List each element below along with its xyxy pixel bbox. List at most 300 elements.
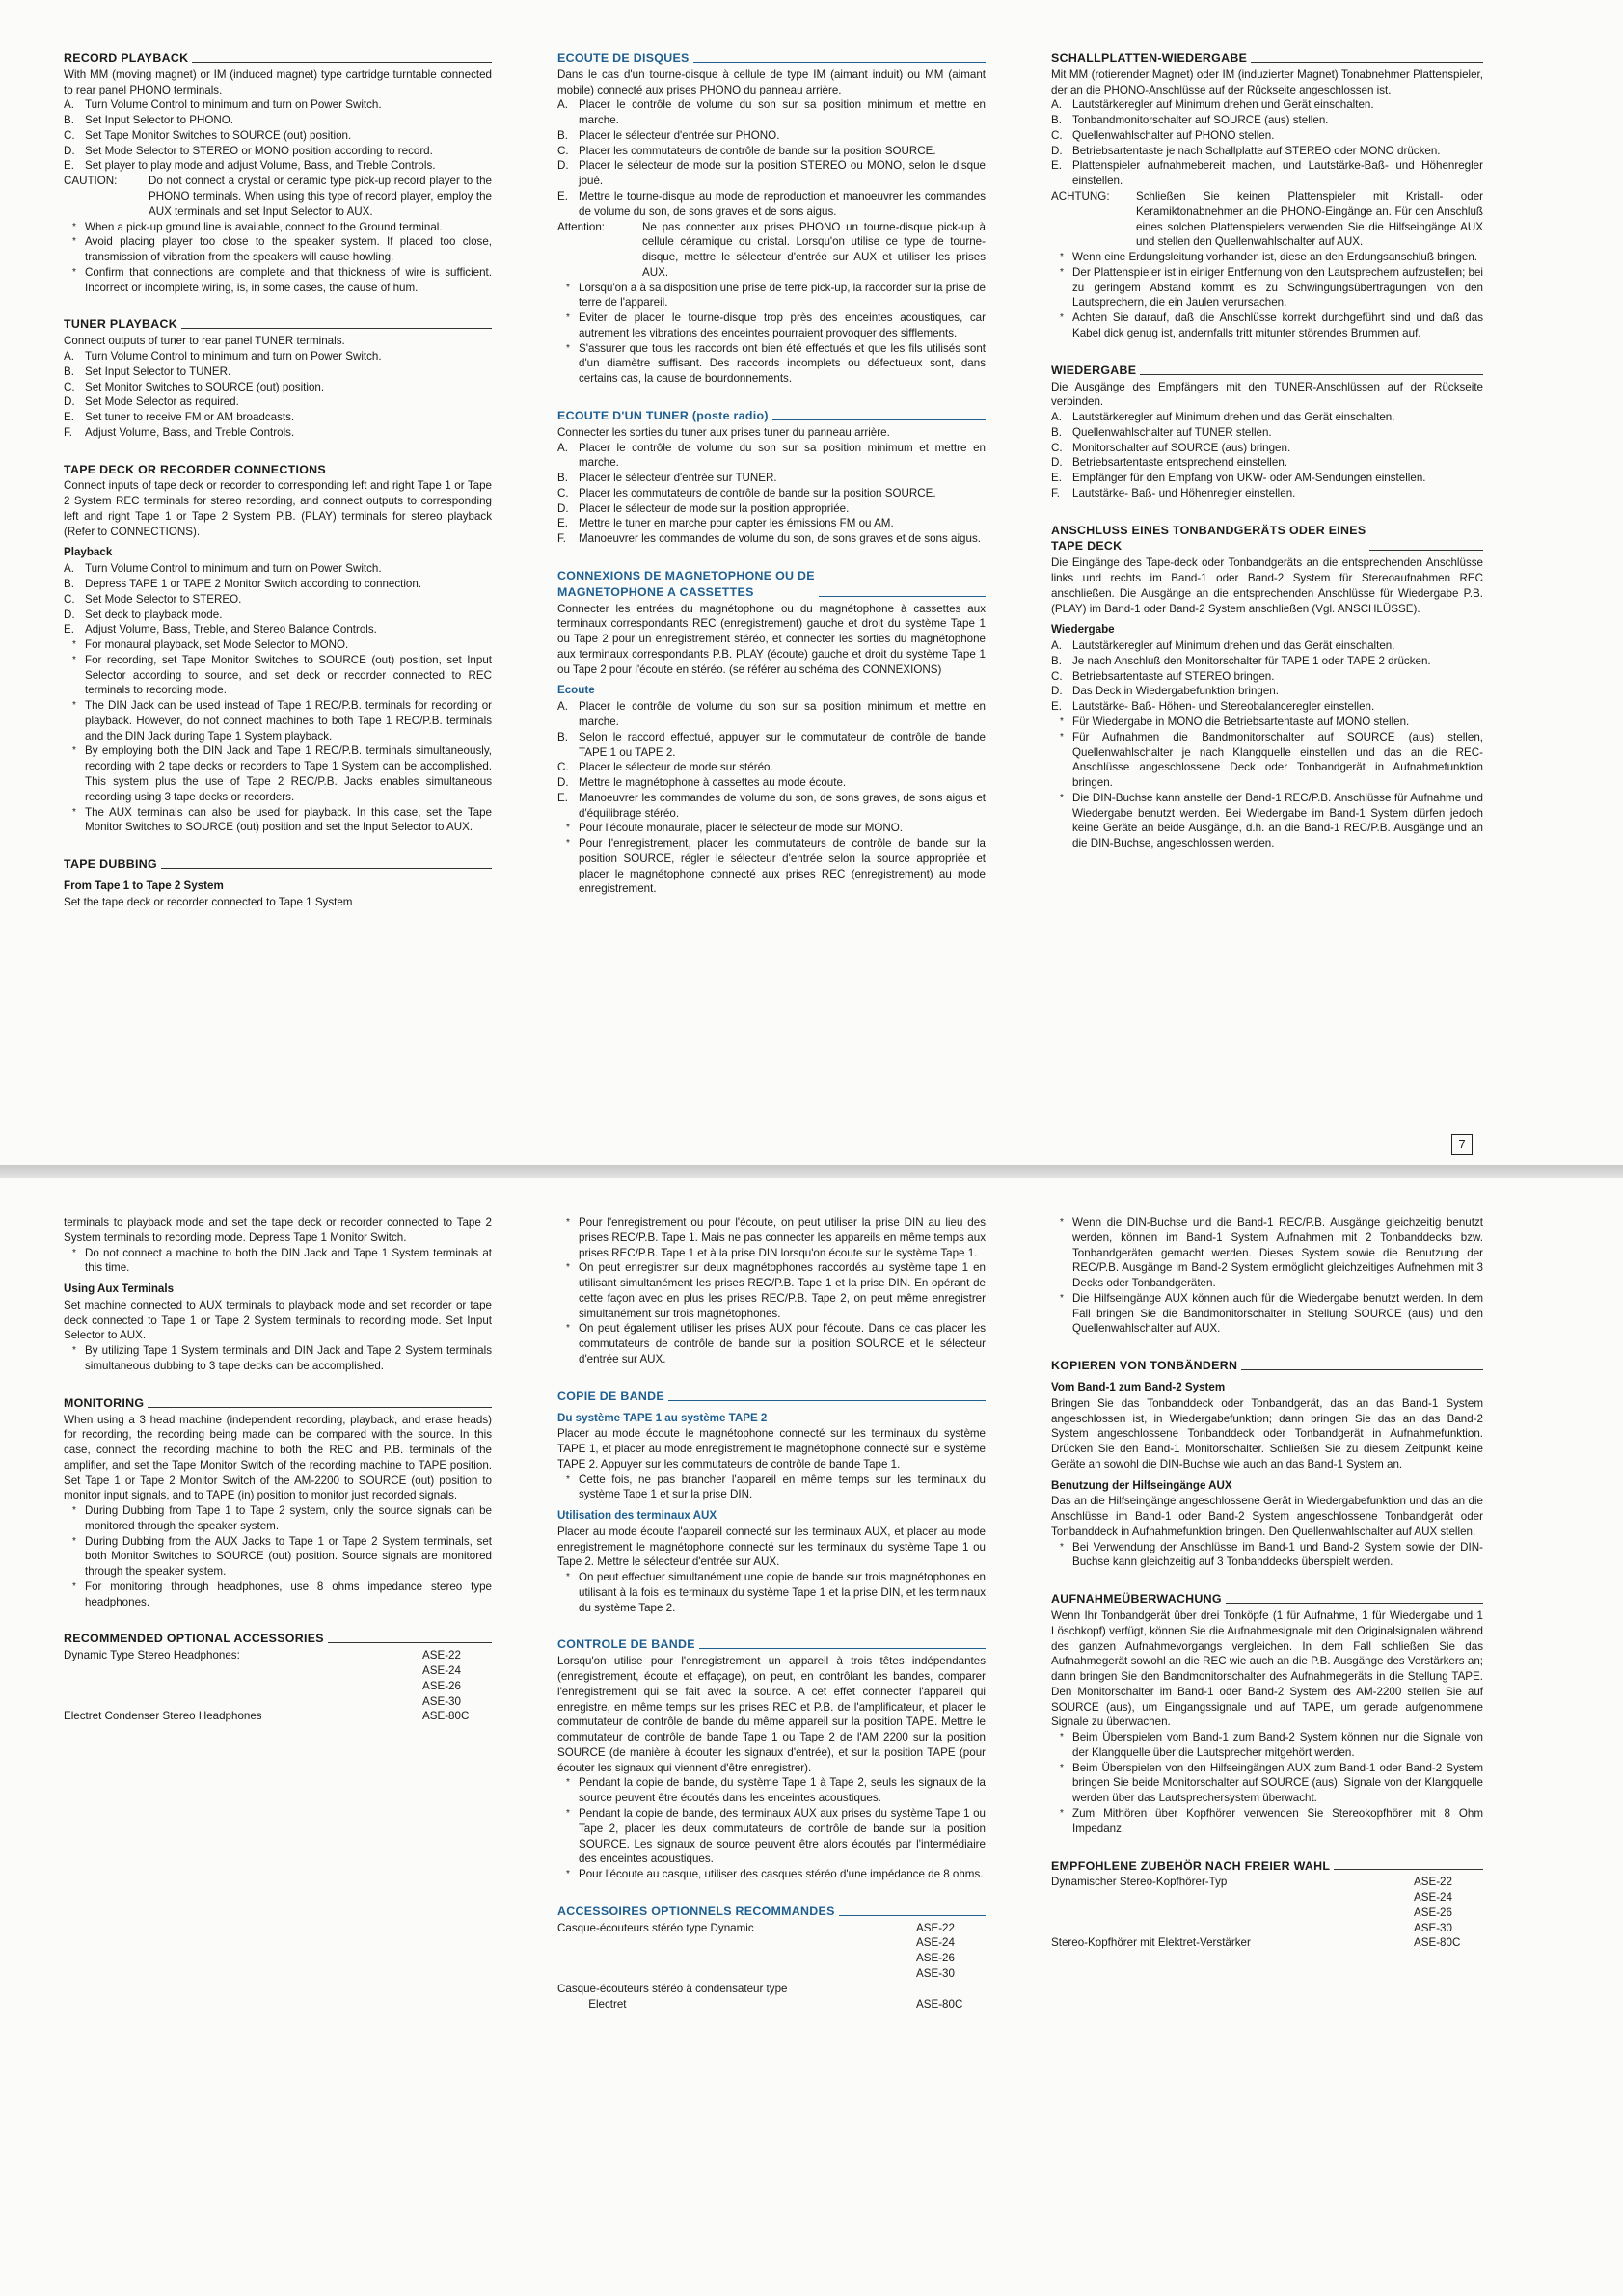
paragraph: Connect outputs of tuner to rear panel TUNER terminals. (64, 335, 345, 348)
note-item (1051, 1291, 1483, 1337)
section-title: WIEDERGABE (1051, 363, 1137, 377)
note-text: Pour l'écoute au casque, utiliser des casques stéréo d'une impédance de 8 ohms. (579, 1868, 984, 1881)
subheading: Using Aux Terminals (64, 1283, 175, 1296)
step-text: Lautstärkeregler auf Minimum drehen und das Gerät einschalten. (1072, 639, 1395, 653)
subheading: Wiedergabe (1051, 623, 1115, 636)
bullet-mark: * (1060, 1762, 1064, 1773)
paragraph: Das an die Hilfseingänge angeschlossene Gerät in Wiedergabefunktion und das an die Anschlüsse im Band-1 oder Band-2 System angeschlossene Tonbandgerät oder Tonbanddeck in Aufnahmefunktion bringen. Den Quellenwahlschalter auf AUX stellen. (1051, 1495, 1483, 1538)
accessory-row (64, 1648, 492, 1709)
heading-rule (181, 328, 492, 329)
step-text: Placer le sélecteur de mode sur stéréo. (579, 761, 773, 774)
step-text: Set Mode Selector as required. (85, 395, 239, 409)
section (557, 1636, 986, 1881)
step-item (64, 158, 492, 174)
step-letter: E. (1051, 472, 1062, 485)
note-item (1051, 791, 1483, 851)
step-text: Placer le sélecteur d'entrée sur TUNER. (579, 472, 777, 485)
step-item (1051, 669, 1483, 685)
note-text: During Dubbing from the AUX Jacks to Tape 1 or Tape 2 System terminals, set both Monitor Switches to SOURCE (out) position. Source signals are monitored through the speaker system. (85, 1534, 492, 1579)
step-text: Set Tape Monitor Switches to SOURCE (out) position. (85, 128, 352, 142)
step-text: Lautstärkeregler auf Minimum drehen und das Gerät einschalten. (1072, 411, 1395, 424)
step-item (1051, 441, 1483, 456)
step-text: Je nach Anschluß den Monitorschalter für TAPE 1 oder TAPE 2 drücken. (1072, 654, 1431, 667)
note-text: Wenn die DIN-Buchse und die Band-1 REC/P.B. Ausgänge gleichzeitig benutzt werden, können im Band-1 System Aufnahmen mit 2 Tonbanddecks bzw. Tonbandgeräten gemacht werden. Dieses System sowie die Benutzung der REC/P.B. Ausgänge im Band-2 System ermöglicht gleichzeitiges Aufnehmen mit 3 Decks oder Tonbandgeräten. (1072, 1216, 1483, 1290)
bullet-mark: * (72, 654, 76, 665)
note-item (1051, 1761, 1483, 1806)
page-divider (0, 1165, 1623, 1178)
step-letter: A. (557, 441, 568, 454)
step-item (557, 791, 986, 822)
step-letter: E. (64, 623, 74, 636)
step-text: Turn Volume Control to minimum and turn on Power Switch. (85, 349, 382, 363)
section-title: EMPFOHLENE ZUBEHÖR NACH FREIER WAHL (1051, 1858, 1331, 1873)
step-text: Betriebsartentaste je nach Schallplatte auf STEREO oder MONO drücken. (1072, 144, 1441, 157)
heading-rule (1140, 374, 1483, 375)
note-text: Pour l'enregistrement, placer les commutateurs de contrôle de bande sur la position SOURCE, régler le sélecteur d'entrée selon la source appropriée et placer le magnétophone connecté aux prises REC (enregistrement) au mode enregistrement. (579, 837, 986, 896)
note-text: Eviter de placer le tourne-disque trop près des enceintes acoustiques, car autrement les vibrations des enceintes pourraient provoquer des sifflements. (579, 311, 986, 339)
bullet-mark: * (1060, 1292, 1064, 1304)
heading-rule (1226, 1603, 1483, 1604)
section (557, 50, 986, 387)
paragraph: Die Eingänge des Tape-deck oder Tonbandgeräts an die entsprechenden Anschlüsse links und rechts im Band-1 oder Band-2 System für Stereoaufnahmen REC anschließen. Die Ausgänge an die entsprechenden Anschlüsse für Wiedergabe P.B. (PLAY) im Band-1 oder Band-2 System anschließen (Vgl. ANSCHLÜSSE). (1051, 556, 1483, 615)
subheading: Du système TAPE 1 au système TAPE 2 (557, 1411, 768, 1424)
step-letter: D. (1051, 456, 1063, 470)
heading-rule (772, 419, 986, 420)
bullet-mark: * (1060, 266, 1064, 278)
accessory-name: Casque-écouteurs stéréo type Dynamic (557, 1921, 754, 1934)
heading-rule (693, 62, 986, 63)
step-text: Lautstärke- Baß- Höhen- und Stereobalanceregler einstellen. (1072, 700, 1375, 714)
note-text: Lorsqu'on a à sa disposition une prise de terre pick-up, la raccorder sur la prise de terre de l'appareil. (579, 281, 986, 310)
section (64, 1395, 492, 1610)
section (64, 1215, 492, 1374)
step-letter: E. (557, 791, 568, 804)
section (64, 856, 492, 909)
section-title: RECOMMENDED OPTIONAL ACCESSORIES (64, 1632, 324, 1646)
step-item (1051, 455, 1483, 471)
note-text: Der Plattenspieler ist in einiger Entfernung von den Lautsprechern aufzustellen; bei zu geringem Abstand kommt es zu Schwingungsübertragungen von den Lautsprechern, die ein Jaulen verursachen. (1072, 265, 1483, 310)
step-letter: C. (64, 380, 75, 393)
note-item (1051, 250, 1483, 265)
step-letter: F. (1051, 486, 1061, 500)
step-item (557, 775, 986, 791)
step-text: Das Deck in Wiedergabefunktion bringen. (1072, 685, 1279, 698)
bullet-mark: * (1060, 716, 1064, 727)
bullet-mark: * (1060, 792, 1064, 803)
paragraph: Mit MM (rotierender Magnet) oder IM (induzierter Magnet) Tonabnehmer Plattenspieler, der an die PHONO-Anschlüsse auf der Rückseite angeschlossen ist. (1051, 68, 1483, 96)
section (1051, 363, 1483, 501)
step-item (557, 189, 986, 220)
step-item (557, 441, 986, 472)
step-letter: B. (557, 128, 568, 142)
note-item (557, 1260, 986, 1321)
step-item (1051, 699, 1483, 715)
bullet-mark: * (1060, 252, 1064, 263)
english-column-bottom (64, 1215, 492, 2285)
step-text: Set Mode Selector to STEREO. (85, 592, 242, 606)
note-item (557, 1215, 986, 1260)
note-text: On peut également utiliser les prises AUX pour l'écoute. Dans ce cas placer les commutateurs de contrôle de bande sur la position SOURCE et le sélecteur d'entrée sur AUX. (579, 1322, 986, 1365)
note-item (557, 311, 986, 341)
note-item (64, 1246, 492, 1277)
section-heading (1051, 1358, 1483, 1374)
accessory-models: ASE-22 ASE-24 ASE-26 ASE-30 (422, 1649, 461, 1708)
step-item (1051, 128, 1483, 144)
note-item (557, 1806, 986, 1867)
accessory-row (64, 1709, 492, 1724)
note-item (1051, 715, 1483, 730)
step-letter: D. (557, 776, 569, 790)
step-text: Mettre le tuner en marche pour capter les émissions FM ou AM. (579, 517, 894, 530)
section-heading (557, 1636, 986, 1653)
step-item (557, 486, 986, 501)
note-item (64, 1534, 492, 1580)
step-text: Monitorschalter auf SOURCE (aus) bringen. (1072, 441, 1291, 454)
caution-label: Attention: (557, 220, 605, 233)
step-letter: A. (64, 98, 74, 112)
section-heading (64, 316, 492, 333)
step-text: Depress TAPE 1 or TAPE 2 Monitor Switch according to connection. (85, 578, 422, 591)
accessory-name: Stereo-Kopfhörer mit Elektret-Verstärker (1051, 1936, 1251, 1950)
step-letter: B. (1051, 654, 1062, 667)
step-letter: E. (557, 517, 568, 530)
bullet-mark: * (1060, 1807, 1064, 1819)
note-text: Die Hilfseingänge AUX können auch für die Wiedergabe benutzt werden. In dem Fall bringen Sie die Bandmonitorschalter in Stellung SOURCE (aus) und den Quellenwahlschalter auf AUX. (1072, 1291, 1483, 1336)
step-letter: A. (1051, 411, 1062, 424)
bullet-mark: * (1060, 312, 1064, 324)
step-text: Placer le sélecteur de mode sur la position STEREO ou MONO, selon le disque joué. (579, 159, 986, 188)
step-text: Set Mode Selector to STEREO or MONO position according to record. (85, 144, 433, 157)
step-letter: D. (557, 501, 569, 515)
caution-label: CAUTION: (64, 175, 118, 188)
note-text: Pour l'enregistrement ou pour l'écoute, on peut utiliser la prise DIN au lieu des prises REC/P.B. Tape 1. Mais ne pas connecter les appareils en même temps aux prises REC/P.B. Tape 1 et à la prise DIN lorsqu'on écoute sur le système Tape 1. (579, 1216, 986, 1259)
accessory-models: ASE-80C (422, 1710, 470, 1723)
note-text: The DIN Jack can be used instead of Tape 1 REC/P.B. terminals for recording or playback. However, do not connect machines to both Tape 1 REC/P.B. terminals and the DIN Jack during Tape 1 System playback. (85, 699, 492, 743)
step-text: Lautstärkeregler auf Minimum drehen und Gerät einschalten. (1072, 98, 1374, 112)
bullet-mark: * (1060, 1541, 1064, 1553)
step-item (64, 622, 492, 637)
step-item (557, 760, 986, 775)
step-item (64, 577, 492, 592)
note-text: Für Aufnahmen die Bandmonitorschalter auf SOURCE (aus) stellen, Quellenwahlschalter je nach Klangquelle einstellen und das an die REC-Anschlüsse angeschlossene Deck oder Tonbandgerät in Aufnahmefunktion bringen. (1072, 730, 1483, 790)
bullet-mark: * (566, 1807, 570, 1819)
heading-rule (148, 1407, 492, 1408)
subheading: Vom Band-1 zum Band-2 System (1051, 1380, 1226, 1393)
heading-rule (1241, 1369, 1483, 1370)
step-text: Empfänger für den Empfang von UKW- oder AM-Sendungen einstellen. (1072, 472, 1426, 485)
note-item (1051, 1215, 1483, 1291)
heading-rule (839, 1915, 986, 1916)
french-column-bottom (557, 1215, 986, 2285)
step-text: Adjust Volume, Bass, Treble, and Stereo Balance Controls. (85, 623, 377, 636)
step-item (64, 394, 492, 410)
section-heading (64, 50, 492, 67)
step-item (1051, 158, 1483, 189)
accessory-row (557, 1982, 986, 2012)
english-column-top (64, 50, 492, 1149)
step-item (1051, 113, 1483, 128)
section-heading (1051, 523, 1483, 555)
note-text: By utilizing Tape 1 System terminals and DIN Jack and Tape 2 System terminals simultaneous dubbing to 3 tape decks can be accomplished. (85, 1344, 492, 1372)
step-text: Lautstärke- Baß- und Höhenregler einstellen. (1072, 486, 1296, 500)
accessories-section (64, 1631, 492, 1724)
section-title: ECOUTE D'UN TUNER (poste radio) (557, 408, 769, 422)
german-column-bottom (1051, 1215, 1483, 2285)
step-item (64, 97, 492, 113)
paragraph: Connect inputs of tape deck or recorder to corresponding left and right Tape 1 or Tape 2 System REC terminals for stereo recording, and connect outputs to corresponding left and right Tape 1 or Tape 2 System P.B. (PLAY) terminals for stereo playback (Refer to CONNECTIONS). (64, 479, 492, 538)
step-item (64, 608, 492, 623)
section-heading (557, 568, 986, 601)
step-letter: C. (557, 144, 569, 157)
accessory-models: ASE-22 ASE-24 ASE-26 ASE-30 (1414, 1876, 1452, 1934)
note-item (64, 698, 492, 743)
step-text: Placer le contrôle de volume du son sur sa position minimum et mettre en marche. (579, 441, 986, 470)
bullet-mark: * (72, 745, 76, 757)
step-item (1051, 486, 1483, 501)
section-title: COPIE DE BANDE (557, 1389, 664, 1403)
note-text: Pendant la copie de bande, du système Tape 1 à Tape 2, seuls les signaux de la source peuvent être écoutés dans les enceintes acoustiques. (579, 1776, 986, 1805)
note-item (1051, 1730, 1483, 1761)
step-letter: A. (557, 700, 568, 714)
paragraph: Wenn Ihr Tonbandgerät über drei Tonköpfe (1 für Aufnahme, 1 für Wiedergabe und 1 Löschkopf) verfügt, können Sie die Aufnahmesignale mit den Originalsignalen während des ganzen Aufnahmevorgangs vergleichen. In dem Fall schließen Sie das Aufnahmegerät sowohl an die REC wie auch an die P.B. Ausgänge des Verstärkers an; dann bringen Sie den Bandmonitorschalter des Aufnahmegeräts in die Stellung TAPE. Den Monitorschalter im Band-1 oder Band-2 System des AM-2200 stellen Sie auf SOURCE (aus), um Eingangssignale und auf TAPE, um gerade aufgenommene Signale zu überwachen. (1051, 1609, 1483, 1729)
step-item (557, 516, 986, 531)
step-item (64, 365, 492, 380)
paragraph: Set machine connected to AUX terminals to playback mode and set recorder or tape deck connected to Tape 1 or Tape 2 System terminals to recording mode. Set Input Selector to AUX. (64, 1298, 492, 1342)
french-column-top (557, 50, 986, 1149)
paragraph: Placer au mode écoute le magnétophone connecté sur les terminaux du système TAPE 1, et placer au mode enregistrement le magnétophone connecté sur le système TAPE 2. Appuyer sur les commutateurs de contrôle de bande Tape 1. (557, 1427, 986, 1471)
step-letter: B. (1051, 425, 1062, 439)
section-heading (64, 462, 492, 478)
note-text: For monaural playback, set Mode Selector to MONO. (85, 638, 349, 652)
section-heading (1051, 1858, 1483, 1875)
note-item (557, 821, 986, 836)
step-item (64, 592, 492, 608)
accessory-models: ASE-22 ASE-24 ASE-26 ASE-30 (916, 1921, 955, 1980)
step-item (557, 699, 986, 730)
section (64, 50, 492, 295)
section-title: SCHALLPLATTEN-WIEDERGABE (1051, 51, 1248, 65)
bullet-mark: * (566, 1572, 570, 1583)
note-text: Wenn eine Erdungsleitung vorhanden ist, diese an den Erdungsanschluß bringen. (1072, 251, 1478, 264)
caution-label: ACHTUNG: (1051, 189, 1110, 203)
step-text: Set tuner to receive FM or AM broadcasts. (85, 411, 295, 424)
note-item (1051, 311, 1483, 341)
bullet-mark: * (72, 806, 76, 818)
caution-note (557, 220, 986, 281)
section (557, 1215, 986, 1367)
subheading: Utilisation des terminaux AUX (557, 1509, 717, 1523)
step-letter: D. (64, 608, 75, 621)
accessory-models: ASE-80C (916, 1997, 963, 2011)
step-text: Manoeuvrer les commandes de volume du son, de sons graves et de sons aigus. (579, 532, 981, 546)
heading-rule (699, 1648, 986, 1649)
subheading: From Tape 1 to Tape 2 System (64, 878, 224, 892)
page-number: 7 (1451, 1134, 1473, 1155)
note-text: Pour l'écoute monaurale, placer le sélecteur de mode sur MONO. (579, 822, 904, 835)
step-letter: A. (1051, 639, 1062, 653)
step-item (64, 380, 492, 395)
heading-rule (1334, 1869, 1483, 1870)
step-letter: A. (64, 562, 74, 576)
paragraph: Bringen Sie das Tonbanddeck oder Tonbandgerät, das an das Band-1 System angeschlossen ist, in Wiedergabefunktion; dann bringen Sie das an das Band-2 System angeschlossene Tonbanddeck oder Tonbandgerät in Aufnahmefunktion. Drücken Sie den Band-1 Monitorschalter. Schließen Sie zu diesem Zeitpunkt keine Geräte an sowohl die DIN-Buchse wie auch an das Band-1 System an. (1051, 1396, 1483, 1471)
step-text: Placer le contrôle de volume du son sur sa position minimum et mettre en marche. (579, 700, 986, 728)
note-item (64, 1343, 492, 1374)
step-item (1051, 425, 1483, 441)
paragraph: Dans le cas d'un tourne-disque à cellule de type IM (aimant induit) ou MM (aimant mobile) connecté aux prises PHONO du panneau arrière. (557, 68, 986, 96)
step-item (1051, 97, 1483, 113)
section-heading (1051, 50, 1483, 67)
note-text: When a pick-up ground line is available, connect to the Ground terminal. (85, 220, 443, 233)
section-title: TUNER PLAYBACK (64, 317, 178, 332)
accessory-name: Dynamischer Stereo-Kopfhörer-Typ (1051, 1876, 1228, 1889)
bullet-mark: * (72, 1247, 76, 1258)
section-heading (557, 1904, 986, 1920)
step-item (64, 113, 492, 128)
step-item (64, 144, 492, 159)
step-text: Placer les commutateurs de contrôle de bande sur la position SOURCE. (579, 144, 936, 157)
caution-text: Schließen Sie keinen Plattenspieler mit Kristall- oder Keramiktonabnehmer an die PHONO-Eingänge an. Für den Anschluß eines solchen Plattenspielers verwenden Sie die Hilfseingänge AUX und stellen den Quellenwahlschalter auf AUX. (1136, 189, 1483, 249)
note-text: Avoid placing player too close to the speaker system. If placed too close, transmission of vibration from the speakers will cause howling. (85, 235, 492, 264)
bullet-mark: * (72, 1580, 76, 1592)
caution-text: Ne pas connecter aux prises PHONO un tourne-disque pick-up à cellule céramique ou cristal. Lorsqu'on utilise ce type de tourne-disque, mettre le sélecteur d'entrée sur AUX et utiliser les prises AUX. (642, 220, 986, 279)
step-letter: B. (64, 365, 74, 378)
step-letter: C. (1051, 441, 1063, 454)
note-item (64, 234, 492, 265)
step-item (557, 471, 986, 486)
bullet-mark: * (72, 700, 76, 712)
section-heading (557, 408, 986, 424)
step-text: Mettre le magnétophone à cassettes au mode écoute. (579, 776, 847, 790)
section-title: CONNEXIONS DE MAGNETOPHONE OU DE MAGNETOPHONE A CASSETTES (557, 568, 815, 599)
step-text: Betriebsartentaste entsprechend einstellen. (1072, 456, 1287, 470)
section-title: CONTROLE DE BANDE (557, 1637, 695, 1652)
step-text: Turn Volume Control to minimum and turn on Power Switch. (85, 98, 382, 112)
note-text: Do not connect a machine to both the DIN Jack and Tape 1 System terminals at this time. (85, 1246, 492, 1275)
step-letter: D. (1051, 685, 1063, 698)
accessory-name: Dynamic Type Stereo Headphones: (64, 1649, 240, 1662)
step-letter: B. (1051, 114, 1062, 127)
note-item (64, 653, 492, 698)
note-text: Bei Verwendung der Anschlüsse im Band-1 und Band-2 System sowie der DIN-Buchse kann gleichzeitig auf 3 Tonbanddecks überspielt werden. (1072, 1540, 1483, 1569)
note-text: On peut enregistrer sur deux magnétophones raccordés au système tape 1 en utilisant simultanément les prises REC/P.B. Tape 1 et la prise DIN. En opérant de cette façon avec en plus les prises REC/P.B. Tape 2, on peut même enregistrer simultanément sur trois magnétophones. (579, 1261, 986, 1320)
section-title: MONITORING (64, 1395, 145, 1410)
step-text: Selon le raccord effectué, appuyer sur le commutateur de contrôle de bande TAPE 1 ou TAPE 2. (579, 730, 986, 759)
bullet-mark: * (566, 823, 570, 834)
step-text: Set Input Selector to TUNER. (85, 365, 231, 378)
step-item (64, 128, 492, 144)
accessory-row (1051, 1935, 1483, 1951)
note-text: For recording, set Tape Monitor Switches to SOURCE (out) position, set Input Selector according to source, and set deck or recorder connected to REC terminals to recording mode. (85, 653, 492, 697)
paragraph: Connecter les sorties du tuner aux prises tuner du panneau arrière. (557, 425, 890, 439)
step-letter: C. (557, 761, 569, 774)
paragraph: Lorsqu'on utilise pour l'enregistrement un appareil à trois têtes indépendantes (enregistrement, écoute et effaçage), on peut, en contrôlant les bandes, comparer l'enregistrement qui se fait avec la source. A cet effet connecter l'appareil qui enregistre, en même temps sur les prises REC et P.B. de l'amplificateur, et placer le commutateur de contrôle de bande du même appareil sur la position TAPE. Mettre le commutateur de contrôle de bande Tape 1 ou Tape 2 de l'AM 2200 sur la position SOURCE (de manière à écouter les signaux d'entrée), et sur la position TAPE (pour écouter les signaux qui viennent d'être enregistrer). (557, 1655, 986, 1774)
note-item (557, 1867, 986, 1882)
note-item (557, 1775, 986, 1806)
step-item (64, 561, 492, 577)
step-item (557, 531, 986, 547)
step-text: Adjust Volume, Bass, and Treble Controls. (85, 425, 295, 439)
note-item (1051, 1540, 1483, 1571)
note-text: For monitoring through headphones, use 8 ohms impedance stereo type headphones. (85, 1580, 492, 1608)
heading-rule (1251, 62, 1483, 63)
paragraph: terminals to playback mode and set the tape deck or recorder connected to Tape 2 System terminals to recording mode. Depress Tape 1 Monitor Switch. (64, 1216, 492, 1244)
section (557, 408, 986, 547)
step-text: Betriebsartentaste auf STEREO bringen. (1072, 669, 1275, 683)
step-letter: A. (1051, 98, 1062, 112)
note-item (64, 220, 492, 235)
step-letter: C. (1051, 669, 1063, 683)
paragraph: Set the tape deck or recorder connected to Tape 1 System (64, 895, 353, 908)
bullet-mark: * (566, 1217, 570, 1228)
step-item (557, 128, 986, 144)
section-title: ACCESSOIRES OPTIONNELS RECOMMANDES (557, 1904, 835, 1918)
accessory-models: ASE-80C (1414, 1936, 1461, 1950)
step-item (64, 349, 492, 365)
note-text: The AUX terminals can also be used for playback. In this case, set the Tape Monitor Switches to SOURCE (out) position and set the Input Selector to AUX. (85, 805, 492, 834)
lower-page (0, 1178, 1623, 2296)
step-letter: C. (1051, 128, 1063, 142)
section-heading (1051, 1591, 1483, 1607)
heading-rule (668, 1400, 986, 1401)
step-letter: B. (64, 578, 74, 591)
step-letter: A. (64, 349, 74, 363)
note-text: On peut effectuer simultanément une copie de bande sur trois magnétophones en utilisant à la fois les terminaux du système Tape 1 et la prise DIN, et les terminaux du système Tape 2. (579, 1571, 986, 1614)
section-heading (64, 856, 492, 873)
note-text: Die DIN-Buchse kann anstelle der Band-1 REC/P.B. Anschlüsse für Aufnahme und Wiedergabe benutzt werden. Bei Wiedergabe im Band-1 System dürfen jedoch keine Geräte an beide Ausgänge, d.h. an die Band-1 REC/P.B. Ausgänge und an die DIN-Buchse, angeschlossen werden. (1072, 791, 1483, 851)
note-item (557, 1570, 986, 1615)
bullet-mark: * (72, 266, 76, 278)
step-letter: E. (1051, 159, 1062, 173)
accessory-name: Casque-écouteurs stéréo à condensateur type Electret (557, 1982, 788, 2011)
bullet-mark: * (1060, 731, 1064, 743)
section-heading (64, 1395, 492, 1412)
section (557, 1389, 986, 1616)
step-item (557, 501, 986, 517)
step-letter: E. (557, 189, 568, 203)
step-text: Manoeuvrer les commandes de volume du son, de sons graves, de sons aigus et d'équilibrage stéréo. (579, 791, 986, 820)
step-letter: C. (64, 592, 75, 606)
step-letter: A. (557, 98, 568, 112)
note-item (1051, 1806, 1483, 1837)
step-letter: B. (64, 114, 74, 127)
step-letter: F. (64, 425, 73, 439)
section (64, 316, 492, 440)
section (1051, 1215, 1483, 1337)
section-title: TAPE DUBBING (64, 857, 157, 872)
section (1051, 523, 1483, 851)
step-item (1051, 638, 1483, 654)
section-title: TAPE DECK OR RECORDER CONNECTIONS (64, 462, 326, 476)
step-text: Quellenwahlschalter auf TUNER stellen. (1072, 425, 1272, 439)
note-text: Beim Überspielen von den Hilfseingängen AUX zum Band-1 oder Band-2 System bringen Sie beide Monitorschalter auf SOURCE (aus). Signale von der Klangquelle werden über das Lautsprechersystem überwacht. (1072, 1761, 1483, 1805)
paragraph: Connecter les entrées du magnétophone ou du magnétophone à cassettes aux terminaux correspondants REC (enregistrement) gauche et droit du système Tape 1 ou Tape 2 pour un enregistrement stéréo, et connecter les sorties du magnétophone aux terminaux correspondants P.B. PLAY (écoute) gauche et droit du système Tape 1 ou Tape 2 pour l'écoute en stéréo. (se référer au schéma des CONNEXIONS) (557, 602, 986, 676)
bullet-mark: * (566, 838, 570, 850)
caution-note (1051, 189, 1483, 250)
german-column-top (1051, 50, 1483, 1149)
note-item (64, 265, 492, 296)
accessory-row (557, 1921, 986, 1982)
section-heading (557, 50, 986, 67)
accessories-section (557, 1904, 986, 2012)
step-item (1051, 410, 1483, 425)
step-item (1051, 144, 1483, 159)
note-item (64, 1580, 492, 1610)
step-item (64, 410, 492, 425)
note-text: Beim Überspielen vom Band-1 zum Band-2 System können nur die Signale von der Klangquelle über die Lautsprecher mitgehört werden. (1072, 1731, 1483, 1759)
paragraph: With MM (moving magnet) or IM (induced magnet) type cartridge turntable connected to rear panel PHONO terminals. (64, 68, 492, 96)
step-text: Plattenspieler aufnahmebereit machen, und Lautstärke-Baß- und Höhenregler einstellen. (1072, 159, 1483, 188)
note-item (1051, 730, 1483, 791)
